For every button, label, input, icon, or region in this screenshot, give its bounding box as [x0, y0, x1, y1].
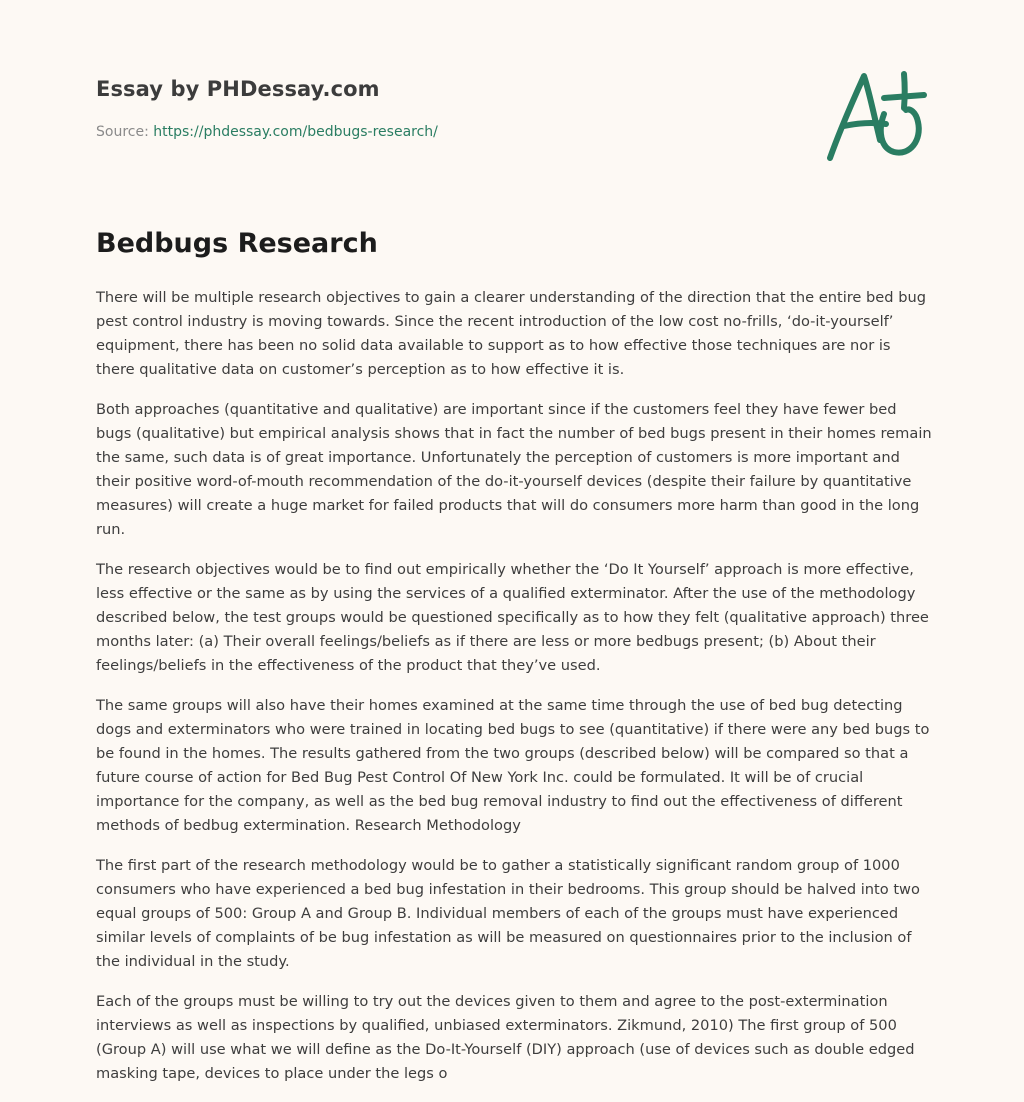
paragraph: Each of the groups must be willing to try out the devices given to them and agree to the post-extermination interviews as well as inspections by qualified, unbiased exterminators. Zikmund, 2010) The first group of 500 (Group A) will use what we will define as the Do-It-Yourself (DIY) approach (use of devices such as double edged masking tape, devices to place under the legs o: [96, 993, 915, 1082]
paragraph: There will be multiple research objectives to gain a clearer understanding of the direction that the entire bed bug pest control industry is moving towards. Since the recent introduction of the low cost no-frills, ‘do-it-yourself’ equipment, there has been no solid data available to support as to how effective those techniques are nor is there qualitative data on customer’s perception as to how effective it is.: [96, 289, 926, 378]
paragraph: The first part of the research methodology would be to gather a statistically significant random group of 1000 consumers who have experienced a bed bug infestation in their bedrooms. This group should be halved into two equal groups of 500: Group A and Group B. Individual members of each of the groups must have experienced similar levels of complaints of be bug infestation as will be measured on questionnaires prior to the inclusion of the individual in the study.: [96, 857, 920, 970]
paragraph: The research objectives would be to find out empirically whether the ‘Do It Yourself’ approach is more effective, less effective or the same as by using the services of a qualified exterminator. After the use of the methodology described below, the test groups would be questioned specifically as to how they felt (qualitative approach) three months later: (a) Their overall feelings/beliefs as if there are less or more bedbugs present; (b) About their feelings/beliefs in the effectiveness of the product that they’ve used.: [96, 561, 929, 674]
paragraph: Both approaches (quantitative and qualitative) are important since if the customers feel they have fewer bed bugs (qualitative) but empirical analysis shows that in fact the number of bed bugs present in their homes remain the same, such data is of great importance. Unfortunately the perception of customers is more important and their positive word-of-mouth recommendation of the do-it-yourself devices (despite their failure by quantitative measures) will create a huge market for failed products that will do consumers more harm than good in the long run.: [96, 401, 932, 538]
essay-header: [96, 74, 928, 142]
source-link[interactable]: https://phdessay.com/bedbugs-research/: [153, 124, 438, 140]
paragraph: The same groups will also have their homes examined at the same time through the use of bed bug detecting dogs and exterminators who were trained in locating bed bugs to see (quantitative) if there were any bed bugs to be found in the homes. The results gathered from the two groups (described below) will be compared so that a future course of action for Bed Bug Pest Control Of New York Inc. could be formulated. It will be of crucial importance for the company, as well as the bed bug removal industry to find out the effectiveness of different methods of bedbug extermination. Research Methodology: [96, 697, 930, 834]
source-label: Source:: [96, 124, 149, 140]
essay-body: [96, 286, 932, 1102]
a-plus-logo-icon: [822, 68, 928, 164]
source-line: [96, 122, 928, 142]
site-brand: Essay by PHDessay.com: [96, 77, 380, 101]
essay-title: Bedbugs Research: [96, 228, 378, 259]
